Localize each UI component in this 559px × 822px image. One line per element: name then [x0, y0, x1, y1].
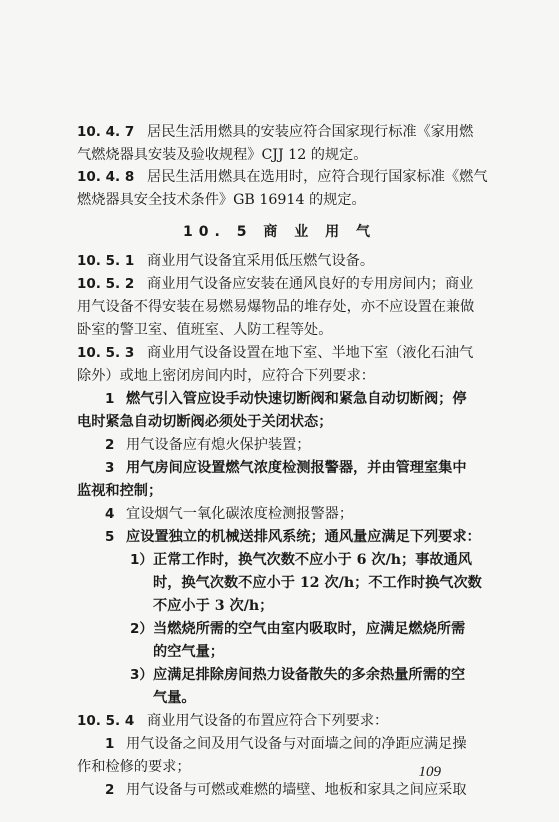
clause-10-4-8-line-1 [0, 167, 559, 188]
clause-text: 用气设备不得安装在易燃易爆物品的堆存处，亦不应设置在兼做 [77, 299, 475, 315]
item-number: 4 [105, 506, 115, 522]
item-text: 作和检修的要求； [77, 759, 191, 775]
clause-number: 10. 5. 1 [77, 253, 135, 269]
sub-item-3-cont [0, 688, 559, 709]
clause-text: 商业用气设备设置在地下室、半地下室（液化石油气 [147, 345, 474, 361]
clause-text: 气燃烧器具安装及验收规程》CJJ 12 的规定。 [77, 147, 368, 163]
sub-item-2-cont [0, 642, 559, 663]
clause-10-4-8-line-2 [0, 190, 559, 211]
item-text: 用气设备应有熄火保护装置； [126, 437, 311, 453]
list-item-2 [0, 435, 559, 456]
clause-text: 商业用气设备应安装在通风良好的专用房间内；商业 [147, 276, 474, 292]
list-item-4 [0, 504, 559, 525]
clause-10-5-2-line-3 [0, 320, 559, 341]
sub-item-text: 的空气量； [153, 644, 224, 660]
clause-10-5-3-line-1 [0, 343, 559, 364]
sub-item-text: 应满足排除房间热力设备散失的多余热量所需的空 [153, 667, 466, 683]
sub-item-text: 正常工作时，换气次数不应小于 6 次/h；事故通风 [153, 552, 472, 568]
item-text: 用气房间应设置燃气浓度检测报警器，并由管理室集中 [126, 460, 467, 476]
clause-text: 除外）或地上密闭房间内时，应符合下列要求： [77, 368, 375, 384]
sub-item-2 [0, 619, 559, 640]
item-text: 监视和控制； [77, 483, 163, 499]
clause-text: 居民生活用燃具的安装应符合国家现行标准《家用燃 [147, 124, 474, 140]
sub-item-1-cont-2 [0, 596, 559, 617]
clause-10-4-7-line-1 [0, 122, 559, 143]
item-number: 3 [105, 460, 115, 476]
clause-number: 10. 5. 4 [77, 713, 135, 729]
list-item-3-cont [0, 481, 559, 502]
clause-text: 居民生活用燃具在选用时，应符合现行国家标准《燃气 [147, 169, 488, 185]
sub-item-number: 3） [130, 667, 153, 683]
list-item-1-cont [0, 412, 559, 433]
sub-item-text: 当燃烧所需的空气由室内吸取时，应满足燃烧所需 [153, 621, 466, 637]
item-text: 用气设备之间及用气设备与对面墙之间的净距应满足操 [126, 736, 467, 752]
clause-10-5-4-item-1-cont [0, 757, 559, 778]
item-number: 2 [105, 782, 115, 798]
clause-10-5-2-line-1 [0, 274, 559, 295]
section-title: 10. 5 商 业 用 气 [183, 224, 376, 240]
item-number: 5 [105, 529, 115, 545]
sub-item-text: 时，换气次数不应小于 12 次/h；不工作时换气次数 [153, 575, 482, 591]
clause-text: 卧室的警卫室、值班室、人防工程等处。 [77, 322, 333, 338]
list-item-1 [0, 389, 559, 410]
list-item-5 [0, 527, 559, 548]
clause-number: 10. 4. 8 [77, 169, 135, 185]
clause-number: 10. 4. 7 [77, 124, 135, 140]
clause-number: 10. 5. 2 [77, 276, 135, 292]
clause-10-5-4-item-2 [0, 780, 559, 801]
clause-text: 商业用气设备的布置应符合下列要求： [147, 713, 389, 729]
sub-item-1 [0, 550, 559, 571]
item-text: 电时紧急自动切断阀必须处于关闭状态； [77, 414, 333, 430]
item-text: 燃气引入管应设手动快速切断阀和紧急自动切断阀；停 [126, 391, 467, 407]
item-text: 应设置独立的机械送排风系统；通风量应满足下列要求： [126, 529, 481, 545]
item-text: 用气设备与可燃或难燃的墙壁、地板和家具之间应采取 [126, 782, 467, 798]
clause-10-5-1 [0, 251, 559, 272]
clause-text: 商业用气设备宜采用低压燃气设备。 [147, 253, 375, 269]
list-item-3 [0, 458, 559, 479]
sub-item-3 [0, 665, 559, 686]
clause-10-5-2-line-2 [0, 297, 559, 318]
item-number: 1 [105, 391, 115, 407]
sub-item-1-cont [0, 573, 559, 594]
sub-item-text: 气量。 [153, 690, 196, 706]
clause-10-5-3-line-2 [0, 366, 559, 387]
clause-number: 10. 5. 3 [77, 345, 135, 361]
clause-10-5-4-line-1 [0, 711, 559, 732]
clause-text: 燃烧器具安全技术条件》GB 16914 的规定。 [77, 192, 366, 208]
item-number: 1 [105, 736, 115, 752]
clause-10-4-7-line-2 [0, 145, 559, 166]
item-text: 宜设烟气一氧化碳浓度检测报警器； [126, 506, 354, 522]
sub-item-number: 1） [130, 552, 153, 568]
sub-item-number: 2） [130, 621, 153, 637]
sub-item-text: 不应小于 3 次/h； [153, 598, 274, 614]
clause-10-5-4-item-1 [0, 734, 559, 755]
page-number: 109 [418, 764, 441, 780]
item-number: 2 [105, 437, 115, 453]
